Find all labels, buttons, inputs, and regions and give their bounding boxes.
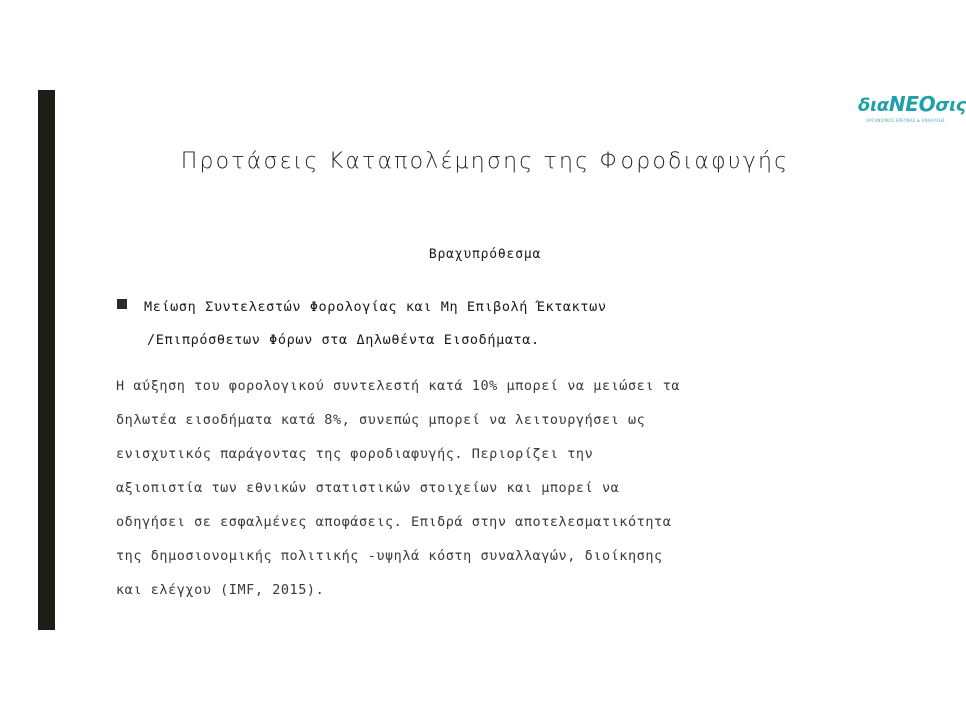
- bullet-line: /Επιπρόσθετων Φόρων στα Δηλωθέντα Εισοδήματα.: [147, 332, 540, 348]
- slide-title: Προτάσεις Καταπολέμησης της Φοροδιαφυγής: [180, 149, 790, 174]
- body-line: Η αύξηση του φορολογικού συντελεστή κατά 10% μπορεί να μειώσει τα: [116, 378, 681, 394]
- body-paragraph: [116, 369, 876, 607]
- body-line: και ελέγχου (IMF, 2015).: [116, 582, 325, 598]
- dianeosis-logo: [858, 92, 966, 128]
- body-line: αξιοπιστία των εθνικών στατιστικών στοιχείων και μπορεί να: [116, 480, 620, 496]
- logo-wordmark: [858, 92, 966, 116]
- logo-part-2: ΝΕΟ: [888, 92, 936, 116]
- body-line: δηλωτέα εισοδήματα κατά 8%, συνεπώς μπορεί να λειτουργήσει ως: [116, 412, 646, 428]
- logo-part-1: δια: [858, 95, 889, 116]
- logo-tagline: ΟΡΓΑΝΙΣΜΟΣ ΕΡΕΥΝΑΣ & ΑΝΑΛΥΣΗΣ: [866, 118, 945, 123]
- bullet-point: [144, 291, 884, 357]
- body-line: οδηγήσει σε εσφαλμένες αποφάσεις. Επιδρά στην αποτελεσματικότητα: [116, 514, 672, 530]
- body-line: της δημοσιονομικής πολιτικής -υψηλά κόστη συναλλαγών, διοίκησης: [116, 548, 663, 564]
- bullet-square-icon: [117, 299, 127, 309]
- bullet-line: Μείωση Συντελεστών Φορολογίας και Μη Επιβολή Έκτακτων: [144, 299, 607, 315]
- body-line: ενισχυτικός παράγοντας της φοροδιαφυγής. Περιορίζει την: [116, 446, 594, 462]
- left-accent-bar: [38, 90, 55, 630]
- logo-part-3: σις: [935, 95, 966, 116]
- slide-subheading: Βραχυπρόθεσμα: [428, 247, 542, 262]
